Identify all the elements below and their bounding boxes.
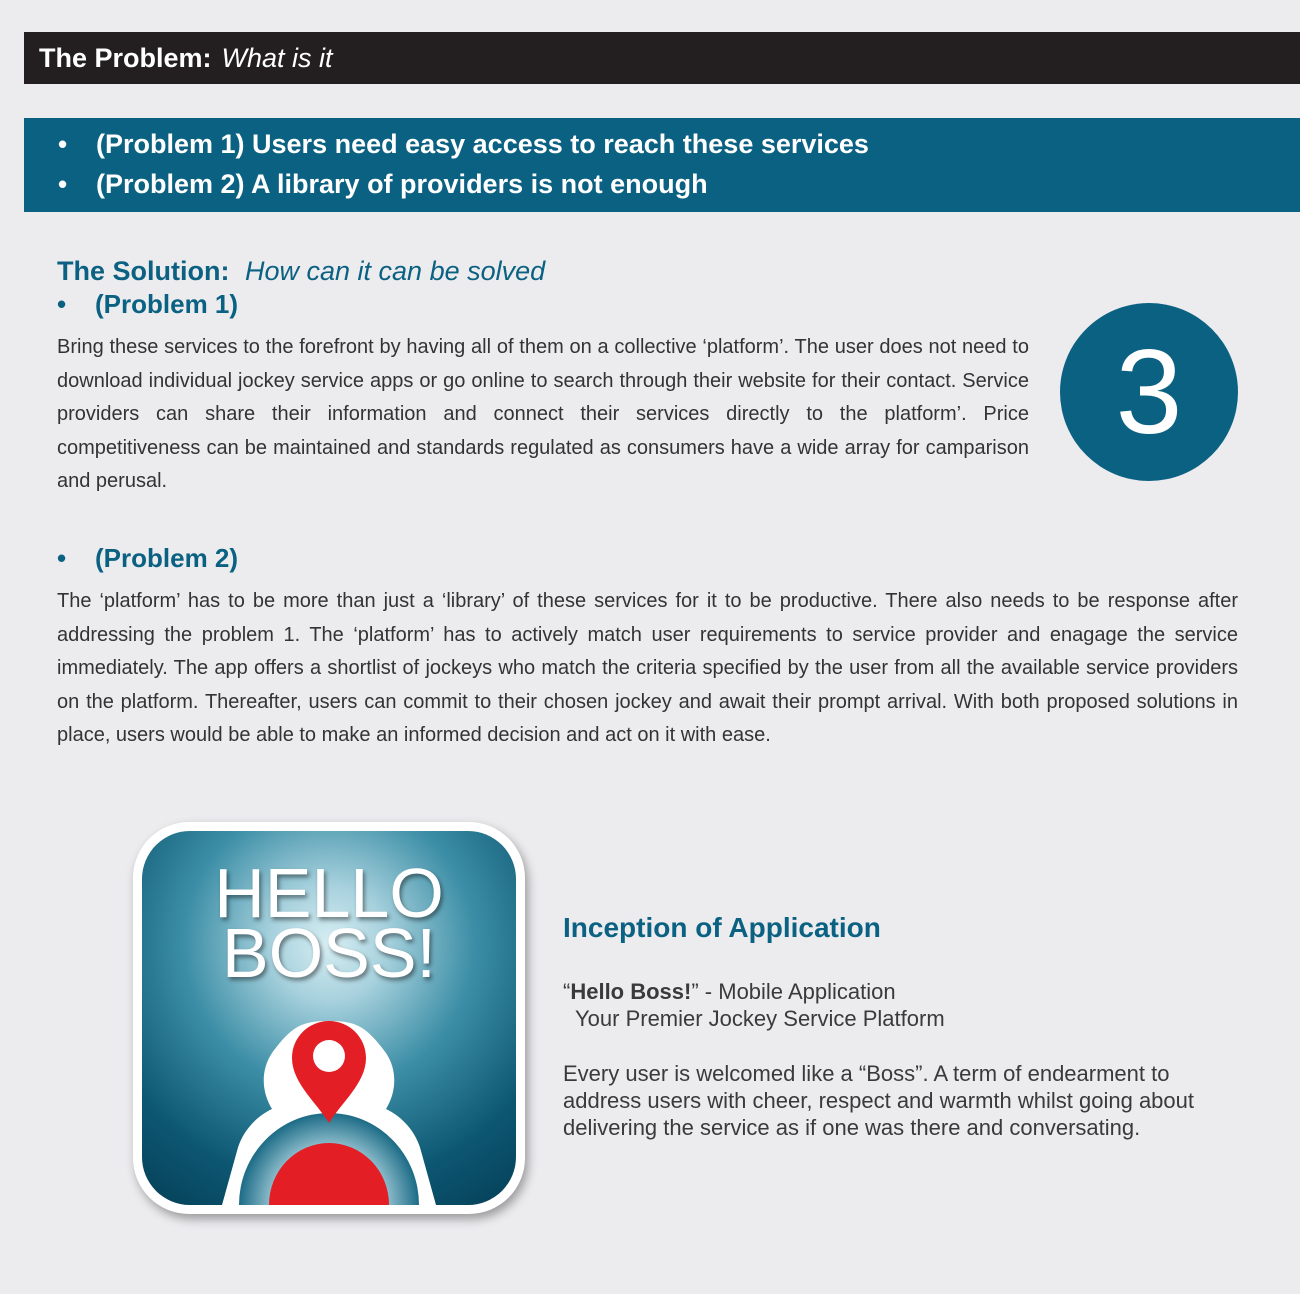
solution-heading bbox=[57, 256, 545, 287]
bullet-icon: • bbox=[58, 129, 68, 159]
quote-open: “ bbox=[563, 979, 571, 1004]
problem-heading-bold: The Problem: bbox=[39, 42, 212, 73]
app-name: Hello Boss! bbox=[570, 979, 692, 1004]
person-pin-icon bbox=[142, 831, 516, 1205]
page-number: 3 bbox=[1115, 325, 1183, 459]
solution-paragraph-1: Bring these services to the forefront by having all of them on a collective ‘platform’. The user does not need to download individual jockey service apps or go online to search through their website for their contact. Service providers can share their information and connect their services directly to the platform’. Price competitiveness can be maintained and standards regulated as consumers have a wide array for camparison and perusal. bbox=[57, 336, 1029, 493]
list-item bbox=[58, 124, 1300, 164]
problem-header bbox=[24, 32, 1300, 84]
problem-item-1: (Problem 1) Users need easy access to reach these services bbox=[96, 129, 869, 159]
inception-description: Every user is welcomed like a “Boss”. A term of endearment to address users with cheer, respect and warmth whilst going about delivering the service as if one was there and conversating. bbox=[563, 1061, 1194, 1140]
app-tagline: Your Premier Jockey Service Platform bbox=[575, 1006, 945, 1031]
solution-heading-bold: The Solution: bbox=[57, 256, 230, 286]
bullet-icon: • bbox=[57, 289, 67, 319]
bullet-icon: • bbox=[58, 169, 68, 199]
app-title-line-1: HELLO bbox=[214, 854, 444, 932]
subheading-label: (Problem 1) bbox=[95, 289, 239, 319]
subheading-label: (Problem 2) bbox=[95, 543, 239, 573]
problem-item-2: (Problem 2) A library of providers is not enough bbox=[96, 169, 708, 199]
solution-subheading-1 bbox=[57, 289, 238, 320]
solution-heading-italic: How can it can be solved bbox=[244, 256, 546, 286]
bullet-icon: • bbox=[57, 543, 67, 573]
solution-subheading-2 bbox=[57, 543, 238, 574]
problem-list bbox=[24, 118, 1300, 212]
inception-title: Inception of Application bbox=[563, 912, 881, 943]
solution-paragraph-2: The ‘platform’ has to be more than just a ‘library’ of these services for it to be productive. There also needs to be response after addressing the problem 1. The ‘platform’ has to actively match user requirements to service provider and enagage the service immediately. The app offers a shortlist of jockeys who match the criteria specified by the user from all the available service providers on the platform. Thereafter, users can commit to their chosen jockey and await their prompt arrival. With both proposed solutions in place, users would be able to make an informed decision and act on it with ease. bbox=[57, 590, 1238, 747]
app-name-suffix: ” - Mobile Application bbox=[691, 979, 896, 1004]
page-number-badge bbox=[1060, 303, 1238, 481]
app-icon-artwork bbox=[142, 831, 516, 1205]
app-icon bbox=[133, 822, 525, 1214]
list-item bbox=[58, 164, 1300, 204]
app-name-line bbox=[563, 978, 896, 1005]
problem-heading-italic: What is it bbox=[221, 42, 333, 73]
app-title-line-2: BOSS! bbox=[222, 914, 436, 992]
